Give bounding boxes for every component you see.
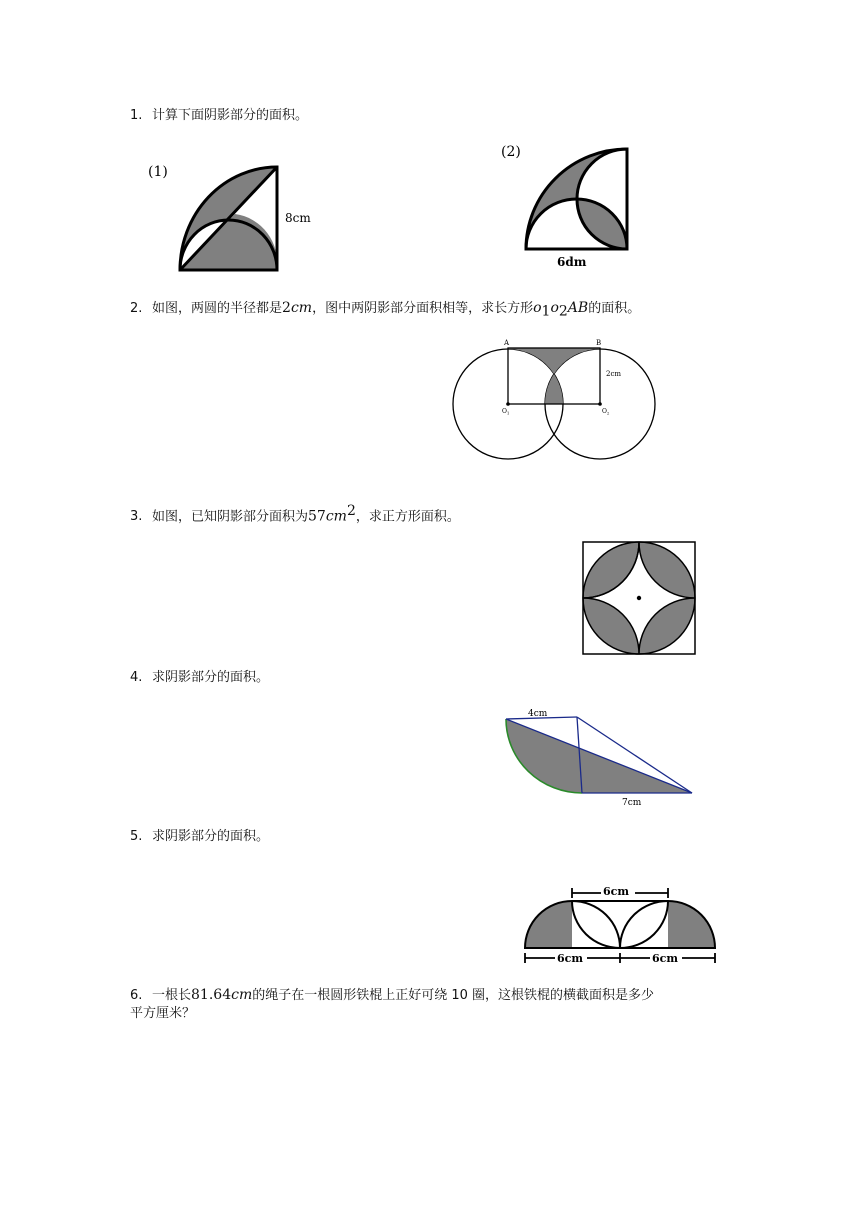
radius-value: 2 bbox=[282, 300, 291, 316]
question-text: 计算下面阴影部分的面积。 bbox=[152, 108, 309, 123]
question-text: 的面积。 bbox=[588, 301, 641, 316]
label-b: B bbox=[596, 339, 602, 347]
figure-label: (2) bbox=[501, 144, 521, 160]
figure-label: (1) bbox=[148, 164, 168, 180]
figure-1-1 bbox=[140, 155, 320, 280]
question-number: 1. bbox=[130, 108, 143, 123]
area-value: 57 bbox=[308, 508, 326, 525]
question-6 bbox=[130, 986, 750, 1023]
symbol-o: o bbox=[533, 300, 542, 316]
figure-2 bbox=[445, 330, 665, 465]
figure-4 bbox=[500, 702, 700, 812]
center-dot bbox=[637, 596, 641, 600]
unit: cm bbox=[325, 508, 347, 525]
subscript: 2 bbox=[558, 303, 568, 320]
dimension-label: 6dm bbox=[557, 255, 587, 269]
question-number: 3. bbox=[130, 509, 143, 525]
question-text: 平方厘米？ bbox=[130, 1006, 196, 1021]
figure-5 bbox=[518, 880, 723, 970]
unit: cm bbox=[290, 300, 313, 316]
question-text: 如图，已知阴影部分面积为 bbox=[152, 509, 309, 525]
question-text: 一根长 bbox=[152, 988, 192, 1003]
dimension-label: 8cm bbox=[285, 211, 311, 225]
top-dimension: 4cm bbox=[528, 709, 548, 719]
question-number: 6. bbox=[130, 988, 143, 1003]
label-a: A bbox=[504, 339, 510, 347]
question-text: 求阴影部分的面积。 bbox=[152, 829, 270, 844]
question-1 bbox=[130, 107, 308, 125]
question-2 bbox=[130, 299, 640, 321]
right-dimension: 6cm bbox=[652, 952, 678, 965]
question-5 bbox=[130, 828, 269, 846]
question-text: ，求正方形面积。 bbox=[355, 509, 460, 525]
figure-1-2 bbox=[495, 138, 635, 273]
question-4 bbox=[130, 669, 269, 687]
question-text: ，图中两阴影部分面积相等，求长方形 bbox=[312, 301, 534, 316]
label-o2: $O_2$ bbox=[602, 408, 610, 416]
figure-3 bbox=[578, 538, 700, 660]
label-o1: $O_1$ bbox=[502, 408, 510, 416]
question-number: 4. bbox=[130, 670, 143, 685]
question-text: 如图，两圆的半径都是 bbox=[152, 301, 283, 316]
unit: cm bbox=[231, 987, 253, 1003]
question-number: 5. bbox=[130, 829, 143, 844]
bottom-dimension: 7cm bbox=[622, 798, 642, 808]
left-dimension: 6cm bbox=[557, 952, 583, 965]
superscript: 2 bbox=[346, 503, 356, 519]
question-text: 的绳子在一根圆形铁棍上正好可绕 10 圈，这根铁棍的横截面积是多少 bbox=[252, 988, 655, 1003]
shaded-lens-region bbox=[545, 374, 563, 404]
top-dimension: 6cm bbox=[603, 885, 629, 898]
symbol-o: o bbox=[550, 300, 559, 316]
question-number: 2. bbox=[130, 301, 143, 316]
center-o1 bbox=[506, 402, 510, 406]
question-3 bbox=[130, 502, 460, 526]
length-value: 81.64 bbox=[191, 987, 232, 1003]
subscript: 1 bbox=[541, 303, 551, 320]
symbol-ab: AB bbox=[567, 300, 589, 316]
dimension-label: 2cm bbox=[606, 370, 622, 378]
shaded-top-region bbox=[508, 348, 600, 374]
question-text: 求阴影部分的面积。 bbox=[152, 670, 270, 685]
center-o2 bbox=[598, 402, 602, 406]
